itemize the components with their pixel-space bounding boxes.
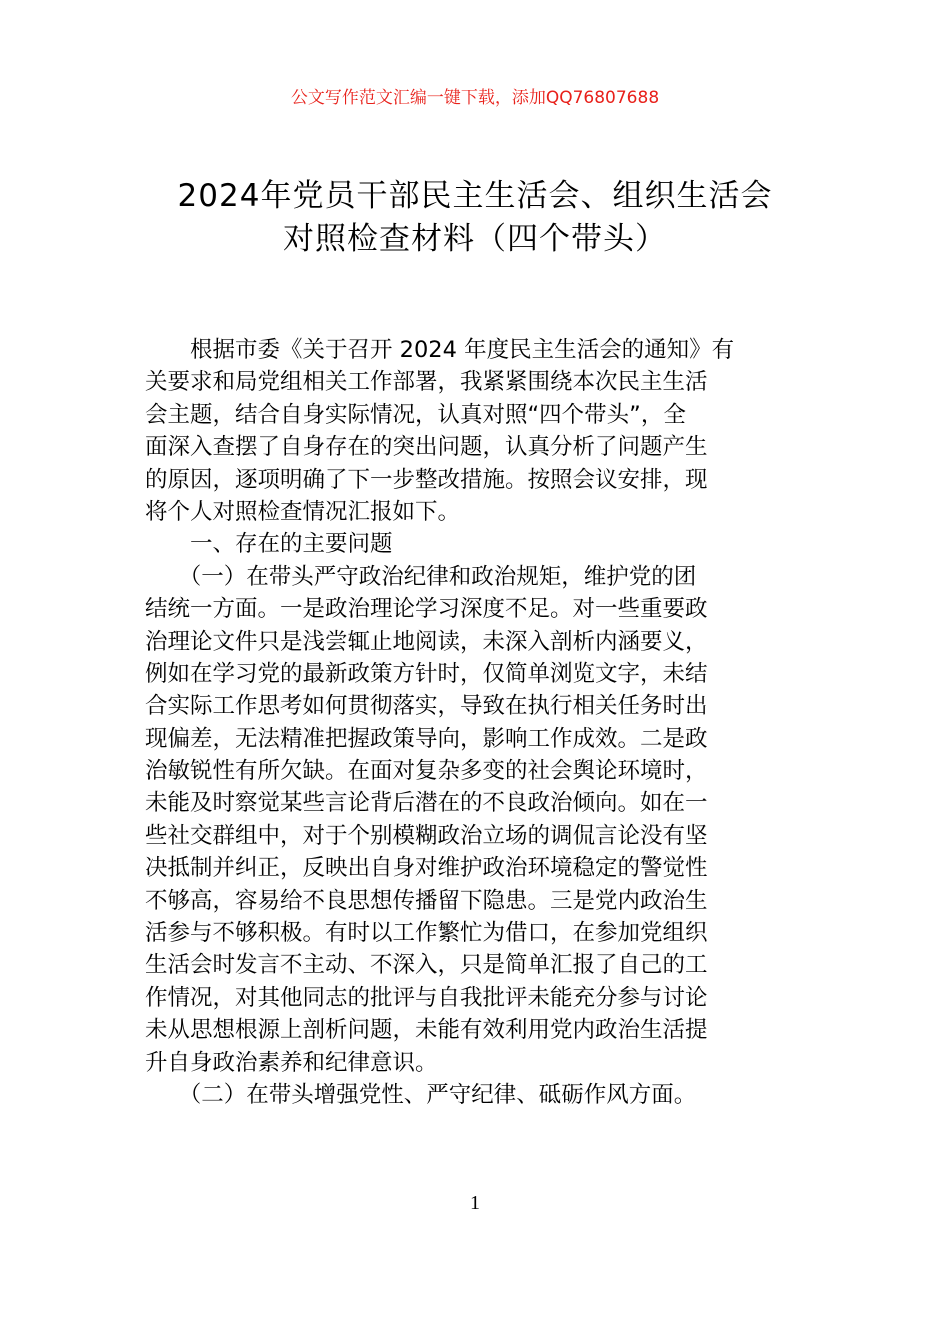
body-line: 决抵制并纠正，反映出自身对维护政治环境稳定的警觉性 <box>145 855 708 882</box>
body-line: 生活会时发言不主动、不深入，只是简单汇报了自己的工 <box>145 952 708 979</box>
body-line: 会主题，结合自身实际情况，认真对照“四个带头”，全 <box>145 401 686 428</box>
body-line: 些社交群组中，对于个别模糊政治立场的调侃言论没有坚 <box>145 822 708 849</box>
subsection-heading: （一）在带头严守政治纪律和政治规矩，维护党的团 <box>145 563 697 590</box>
document-title-line-2: 对照检查材料（四个带头） <box>283 221 667 257</box>
body-line: 治敏锐性有所欠缺。在面对复杂多变的社会舆论环境时， <box>145 758 708 785</box>
body-line: 未能及时察觉某些言论背后潜在的不良政治倾向。如在一 <box>145 790 708 817</box>
body-line: 将个人对照检查情况汇报如下。 <box>145 498 461 525</box>
body-line: 的原因，逐项明确了下一步整改措施。按照会议安排，现 <box>145 466 708 493</box>
page-number: 1 <box>470 1192 480 1214</box>
body-line: 根据市委《关于召开 2024 年度民主生活会的通知》有 <box>145 337 735 363</box>
body-line: 未从思想根源上剖析问题，未能有效利用党内政治生活提 <box>145 1017 708 1044</box>
subsection-heading: （二）在带头增强党性、严守纪律、砥砺作风方面。 <box>145 1081 697 1108</box>
body-line: 活参与不够积极。有时以工作繁忙为借口，在参加党组织 <box>145 920 708 947</box>
header-watermark: 公文写作范文汇编一键下载，添加QQ76807688 <box>290 88 660 108</box>
document-title-line-1: 2024年党员干部民主生活会、组织生活会 <box>177 178 773 214</box>
body-line: 合实际工作思考如何贯彻落实，导致在执行相关任务时出 <box>145 693 708 720</box>
body-line: 升自身政治素养和纪律意识。 <box>145 1049 438 1076</box>
body-line: 治理论文件只是浅尝辄止地阅读，未深入剖析内涵要义， <box>145 628 708 655</box>
body-line: 作情况，对其他同志的批评与自我批评未能充分参与讨论 <box>145 984 708 1011</box>
body-line: 关要求和局党组相关工作部署，我紧紧围绕本次民主生活 <box>145 369 708 396</box>
document-body <box>145 334 805 1111</box>
body-line: 不够高，容易给不良思想传播留下隐患。三是党内政治生 <box>145 887 708 914</box>
body-line: 结统一方面。一是政治理论学习深度不足。对一些重要政 <box>145 596 708 623</box>
body-line: 现偏差，无法精准把握政策导向，影响工作成效。二是政 <box>145 725 708 752</box>
section-heading: 一、存在的主要问题 <box>145 531 393 558</box>
body-line: 例如在学习党的最新政策方针时，仅简单浏览文字，未结 <box>145 660 708 687</box>
body-line: 面深入查摆了自身存在的突出问题，认真分析了问题产生 <box>145 434 708 461</box>
